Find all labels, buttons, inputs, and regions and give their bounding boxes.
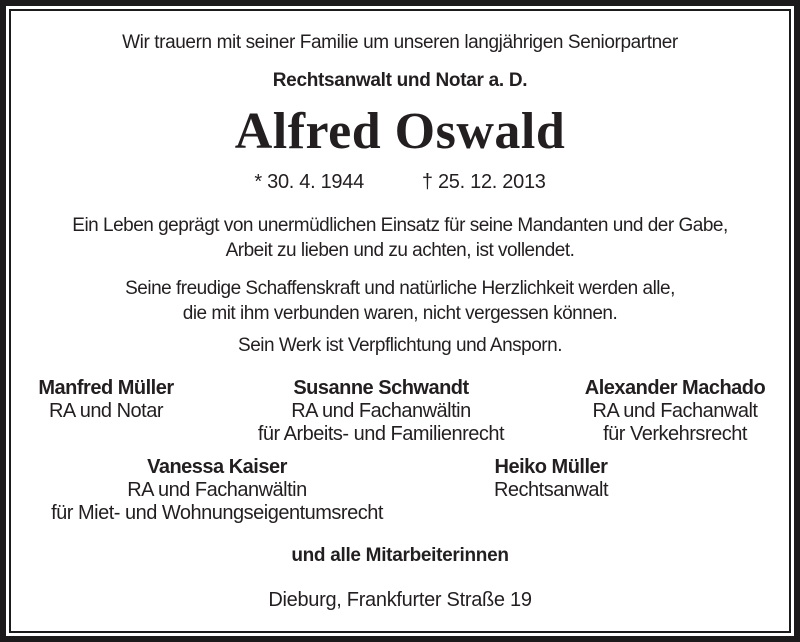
signatory-susanne-schwandt (201, 377, 561, 446)
eulogy-paragraph-2 (11, 276, 789, 326)
death-date: † 25. 12. 2013 (421, 171, 546, 193)
signatory-role: RA und Fachanwältin (127, 479, 307, 501)
eulogy-paragraph-1 (11, 213, 789, 263)
signatory-heiko-mueller (423, 456, 679, 525)
eulogy-paragraph-1-line-1: Ein Leben geprägt von unermüdlichen Einsatz für seine Mandanten und der Gabe, (72, 215, 728, 236)
eulogy-paragraph-3 (11, 333, 789, 358)
signatory-role: für Verkehrsrecht (603, 423, 747, 445)
signatory-role: RA und Fachanwältin (291, 400, 471, 422)
signatory-role: RA und Fachanwalt (592, 400, 758, 422)
signatory-alexander-machado (561, 377, 789, 446)
deceased-name: Alfred Oswald (234, 103, 566, 160)
life-dates (11, 170, 789, 195)
signatory-name: Vanessa Kaiser (147, 456, 287, 478)
signatories-row-2 (11, 456, 789, 525)
intro-line: Wir trauern mit seiner Familie um unseren langjährigen Seniorpartner (122, 32, 678, 53)
signatory-role: für Arbeits- und Familienrecht (257, 423, 505, 445)
professional-title-line: Rechtsanwalt und Notar a. D. (272, 70, 528, 91)
signatory-role: für Miet- und Wohnungseigentumsrecht (51, 502, 383, 524)
eulogy-paragraph-2-line-2: die mit ihm verbunden waren, nicht vergessen können. (182, 303, 618, 324)
signatory-name: Manfred Müller (38, 377, 174, 399)
signatory-manfred-mueller (11, 377, 201, 446)
signatory-name: Susanne Schwandt (293, 377, 469, 399)
signatory-vanessa-kaiser (11, 456, 423, 525)
eulogy-paragraph-2-line-1: Seine freudige Schaffenskraft und natürliche Herzlichkeit werden alle, (125, 278, 675, 299)
signatory-name: Heiko Müller (494, 456, 608, 478)
signatory-role: Rechtsanwalt (493, 479, 609, 501)
birth-date: * 30. 4. 1944 (254, 171, 364, 193)
eulogy-paragraph-1-line-2: Arbeit zu lieben und zu achten, ist vollendet. (225, 240, 575, 261)
eulogy-paragraph-3-line-1: Sein Werk ist Verpflichtung und Ansporn. (238, 335, 562, 356)
closing-line: und alle Mitarbeiterinnen (291, 545, 509, 566)
signatories-row-1 (11, 377, 789, 446)
signatory-role: RA und Notar (48, 400, 164, 422)
signatory-name: Alexander Machado (584, 377, 766, 399)
obituary-inner-frame (9, 9, 791, 633)
location-line: Dieburg, Frankfurter Straße 19 (268, 589, 532, 611)
